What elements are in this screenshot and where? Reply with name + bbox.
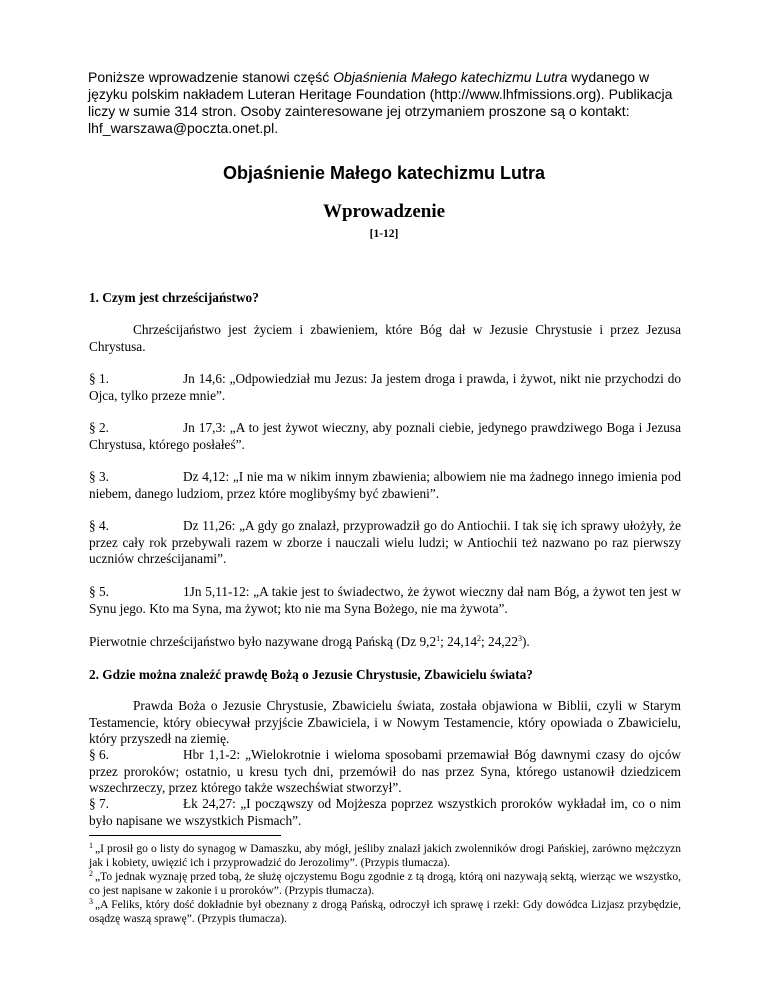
footnote-text: „To jednak wyznaję przed tobą, że służę ojczystemu Bogu zgodnie z tą drogą, którą oni nazywają sektą, wierząc we wszystko, co jest napisane w zakonie i u proroków”. (Przypis tłumacza). bbox=[89, 871, 681, 897]
intro-text-start: Poniższe wprowadzenie stanowi część bbox=[88, 69, 334, 85]
section-text: Jn 14,6: „Odpowiedział mu Jezus: Ja jestem droga i prawda, i żywot, nikt nie przychodzi do Ojca, tylko przeze mnie”. bbox=[89, 371, 681, 403]
question-1-answer: Chrześcijaństwo jest życiem i zbawieniem, które Bóg dał w Jezusie Chrystusie i przez Jezusa Chrystusa. bbox=[89, 322, 681, 354]
section-paragraph-5 bbox=[89, 584, 681, 617]
question-1-heading: 1. Czym jest chrześcijaństwo? bbox=[89, 290, 259, 305]
intro-text-end: wydanego w języku polskim nakładem Luteran Heritage Foundation (http://www.lhfmissions.org). Publikacja liczy w sumie 314 stron. Osoby zainteresowane jej otrzymaniem proszone są o kontakt: lhf_warszawa@poczta.onet.pl. bbox=[88, 69, 673, 136]
section-number: § 3. bbox=[89, 469, 109, 484]
section-paragraph-7 bbox=[89, 796, 681, 829]
section-range: [1-12] bbox=[369, 228, 399, 240]
footnote-number: 2 bbox=[89, 869, 93, 878]
question-2-answer: Prawda Boża o Jezusie Chrystusie, Zbawicielu świata, została objawiona w Biblii, czyli w Starym Testamencie, który obiecywał przyjście Zbawiciela, i w Nowym Testamencie, który opowiada o Zbawicielu, który przyszedł na ziemię. bbox=[89, 698, 681, 746]
section-number: § 2. bbox=[89, 420, 109, 435]
way-note-text: Pierwotnie chrześcijaństwo było nazywane drogą Pańską (Dz 9,2 bbox=[89, 634, 437, 649]
section-number: § 7. bbox=[89, 796, 109, 811]
way-note-text: ; 24,22 bbox=[481, 634, 518, 649]
section-number: § 1. bbox=[89, 371, 109, 386]
section-text: Dz 4,12: „I nie ma w nikim innym zbawienia; albowiem nie ma żadnego innego imienia pod niebem, danego ludziom, przez które moglibyśmy być zbawieni”. bbox=[89, 469, 681, 501]
section-text: Dz 11,26: „A gdy go znalazł, przyprowadził go do Antiochii. I tak się ich sprawy ułożyły, że przez cały rok przebywali razem w zborze i nauczali wielu ludzi; w Antiochii też nazwano po raz pierwszy uczniów chrześcijanami”. bbox=[89, 518, 681, 566]
section-paragraph-6 bbox=[89, 747, 681, 797]
way-note-text: ; 24,14 bbox=[440, 634, 478, 649]
footnote-3 bbox=[89, 898, 681, 926]
way-note-text: ). bbox=[521, 634, 530, 649]
section-paragraph-4 bbox=[89, 518, 681, 568]
section-paragraph-3 bbox=[89, 469, 681, 502]
section-title: Wprowadzenie bbox=[322, 201, 446, 222]
section-text: Jn 17,3: „A to jest żywot wieczny, aby poznali ciebie, jedynego prawdziwego Boga i Jezusa Chrystusa, którego posłałeś”. bbox=[89, 420, 681, 452]
section-paragraph-1 bbox=[89, 371, 681, 404]
section-number: § 6. bbox=[89, 747, 109, 762]
footnote-text: „A Feliks, który dość dokładnie był obeznany z drogą Pańską, odroczył ich sprawę i rzekł: Gdy dowódca Lizjasz przybędzie, osądzę waszą sprawę”. (Przypis tłumacza). bbox=[89, 899, 681, 925]
footnote-number: 3 bbox=[89, 897, 93, 906]
footnote-1 bbox=[89, 842, 681, 870]
section-number: § 4. bbox=[89, 518, 109, 533]
question-2-heading: 2. Gdzie można znaleźć prawdę Bożą o Jezusie Chrystusie, Zbawicielu świata? bbox=[89, 667, 533, 682]
section-text: Hbr 1,1-2: „Wielokrotnie i wieloma sposobami przemawiał Bóg dawnymi czasy do ojców przez proroków; ostatnio, u kresu tych dni, przemówił do nas przez Syna, którego ustanowił dziedzicem wszechrzeczy, przez którego także wszechświat stworzył”. bbox=[89, 747, 681, 795]
footnote-separator bbox=[89, 835, 281, 836]
section-text: 1Jn 5,11-12: „A takie jest to świadectwo, że żywot wieczny dał nam Bóg, a żywot ten jest w Synu jego. Kto ma Syna, ma żywot; kto nie ma Syna Bożego, nie ma żywota”. bbox=[89, 584, 681, 616]
footnote-ref: 1 bbox=[436, 634, 441, 643]
footnote-number: 1 bbox=[89, 841, 93, 850]
footnote-ref: 2 bbox=[477, 634, 482, 643]
way-note-paragraph bbox=[89, 634, 681, 651]
document-title: Objaśnienie Małego katechizmu Lutra bbox=[222, 163, 546, 183]
section-number: § 5. bbox=[89, 584, 109, 599]
section-text: Łk 24,27: „I począwszy od Mojżesza poprzez wszystkich proroków wykładał im, co o nim było napisane we wszystkich Pismach”. bbox=[89, 796, 681, 828]
footnote-ref: 3 bbox=[517, 634, 522, 643]
intro-book-title: Objaśnienia Małego katechizmu Lutra bbox=[333, 69, 568, 85]
footnote-text: „I prosił go o listy do synagog w Damaszku, aby mógł, jeśliby znalazł jakich zwolenników drogi Pańskiej, zarówno mężczyzn jak i kobiety, uwięzić ich i przyprowadzić do Jerozolimy”. (Przypis tłumacza). bbox=[89, 843, 681, 869]
section-paragraph-2 bbox=[89, 420, 681, 453]
footnote-2 bbox=[89, 870, 681, 898]
intro-paragraph bbox=[88, 69, 688, 137]
